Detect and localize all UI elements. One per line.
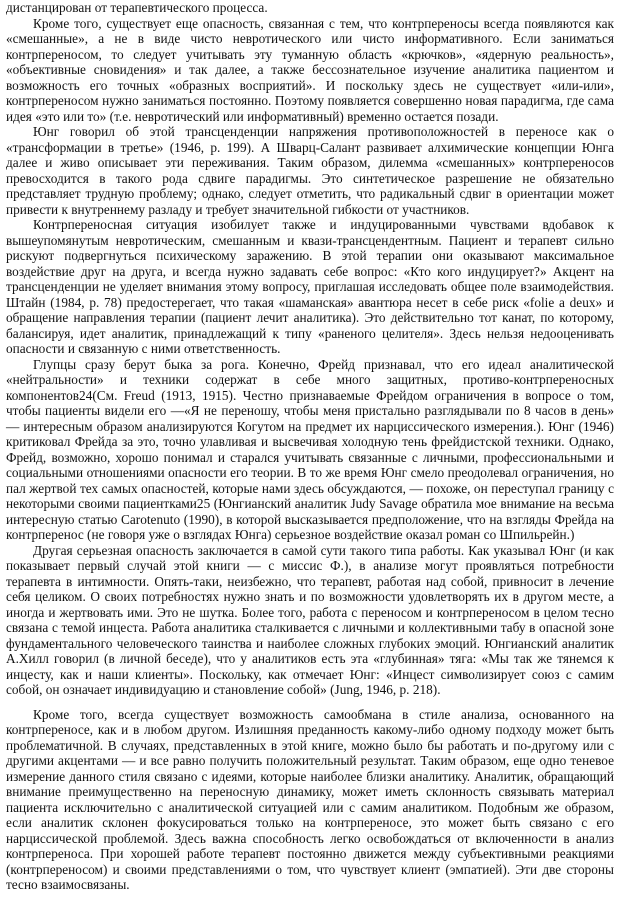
paragraph-intimacy-danger: Другая серьезная опасность заключается в самой сути такого типа работы. Как указывал Юнг (и как показывает первый случай этой книги — с миссис Ф.), в анализе могут проявляться потребности терапевта в интимности. Опять-таки, неизбежно, что терапевт, работая над собой, привносит в лечение себя целиком. О своих потребностях нужно знать и по возможности удовлетворять их в другом месте, а иногда и жертвовать ими. Это не шутка. Более того, работа с переносом и контрпереносом в целом тесно связана с темой инцеста. Работа аналитика сталкивается с личными и коллективными табу в опасной зоне фундаментального человеческого таинства и наиболее сложных глубоких эмоций. Юнгианский аналитик А.Хилл говорил (в личной беседе), что у аналитиков есть эта «глубинная» тяга: «Мы так же тянемся к инцесту, как и наши клиенты». Поскольку, как отмечает Юнг: «Инцест символизирует союз с самим собой, он означает индивидуацию и становление собой» (Jung, 1946, р. 218). (6, 542, 614, 697)
paragraph-fragment: дистанцирован от терапевтического процесса. (6, 0, 268, 15)
paragraph-freud-jung: Глупцы сразу берут быка за рога. Конечно, Фрейд признавал, что его идеал аналитической «нейтральности» и техники содержат в себе много защитных, противо-контрпереносных компонентов24(См. Freud (1913, 1915). Честно признаваемые Фрейдом ограничения в вопросе о том, чтобы пациенты видели его —«Я не переношу, чтобы меня пристально разглядывали по 8 часов в день» — интересным образом анализируются Когутом на предмет их нарциссического измерения.). Юнг (1946) критиковал Фрейда за это, точно улавливая и высвечивая холодную тень фрейдистской техники. Однако, Фрейд, возможно, хорошо понимал и старался учитывать связанные с личными, профессиональными и социальными отношениями опасности его теории. В то же время Юнг смело преодолевал ограничения, но пал жертвой тех самых опасностей, которые нами здесь обсуждаются, — похоже, он переступал границу с некоторыми своими пациентками25 (Юнгианский аналитик Judy Savage обратила мое внимание на весьма интересную статью Carotenuto (1990), в которой высказывается предположение, что на взгляды Фрейда на контрперенос (не говоря уже о взглядах Юнга) серьезное воздействие оказал роман со Шпильрейн.) (6, 356, 614, 542)
paragraph-mixed-countertransference: Кроме того, существует еще опасность, связанная с тем, что контрпереносы всегда появляются как «смешанные», а не в виде чисто невротического или чисто информативного. Если заниматься контрпереносом, то следует учитывать эту туманную область «крючков», «ядерную реальность», «объективные сновидения» и так далее, а также бессознательное изучение аналитика пациентом и возможность его точных «образных восприятий». И поскольку здесь не существует «или-или», контрпереносом нужно заниматься постоянно. Поэтому появляется совершенно новая парадигма, где сама идея «это или то» (т.е. невротический или информативный) временно остается позади. (6, 15, 614, 124)
paragraph-induced-feelings: Контрпереносная ситуация изобилует также и индуцированными чувствами вдобавок к вышеупомянутым невротическим, смешанным и квази-трансцендентным. Пациент и терапевт сильно рискуют подвергнуться психическому заражению. В этой терапии они оказывают максимальное воздействие друг на друга, и всегда нужно задавать себе вопрос: «Кто кого индуцирует?» Акцент на трансценденции не уделяет внимания этому вопросу, приглашая исследовать общее поле взаимодействия. Штайн (1984, р. 78) предостерегает, что такая «шаманская» авантюра несет в себе риск «folie a deux» и обращение направления терапии (пациент лечит аналитика). Это действительно тот канат, по которому, балансируя, идет аналитик, принадлежащий к типу «раненого целителя». Здесь нельзя недооценивать опасности и связанную с ними ответственность. (6, 217, 614, 356)
paragraph-self-deception: Кроме того, всегда существует возможность самообмана в стиле анализа, основанного на контрпереносе, как и в любом другом. Излишняя преданность какому-либо одному подходу может быть проблематичной. В случаях, представленных в этой книге, можно было бы работать и по-другому или с другими акцентами — и все равно получить положительный результат. Таким образом, еще одно теневое измерение данного стиля связано с идеями, которые наиболее близки аналитику. Аналитик, обращающий внимание преимущественно на переносную динамику, может иметь склонность связывать материал пациента исключительно с аналитической ситуацией или с самим аналитиком. Подобным же образом, если аналитик склонен фокусироваться только на контрпереносе, это может быть связано с его нарциссической проблемой. Здесь важна способность легко освобождаться от включенности в анализ контрпереноса. При хорошей работе терапевт постоянно движется между субъективными реакциями (контрпереносом) и своими представлениями о том, что чувствует клиент (эмпатией). Эти две стороны тесно взаимосвязаны. (6, 706, 614, 892)
paragraph-transcendence: Юнг говорил об этой трансценденции напряжения противоположностей в переносе как о «трансформации в третье» (1946, р. 199). А Шварц-Салант развивает алхимические концепции Юнга далее и живо описывает эти переживания. Таким образом, дилемма «смешанных» контрпереносов превосходится в такого рода сдвиге парадигмы. Это синтетическое разрешение не обязательно представляет трудную проблему; однако, следует отметить, что радикальный сдвиг в ориентации может привести к внутреннему разладу и требует значительной гибкости от участников. (6, 124, 614, 217)
